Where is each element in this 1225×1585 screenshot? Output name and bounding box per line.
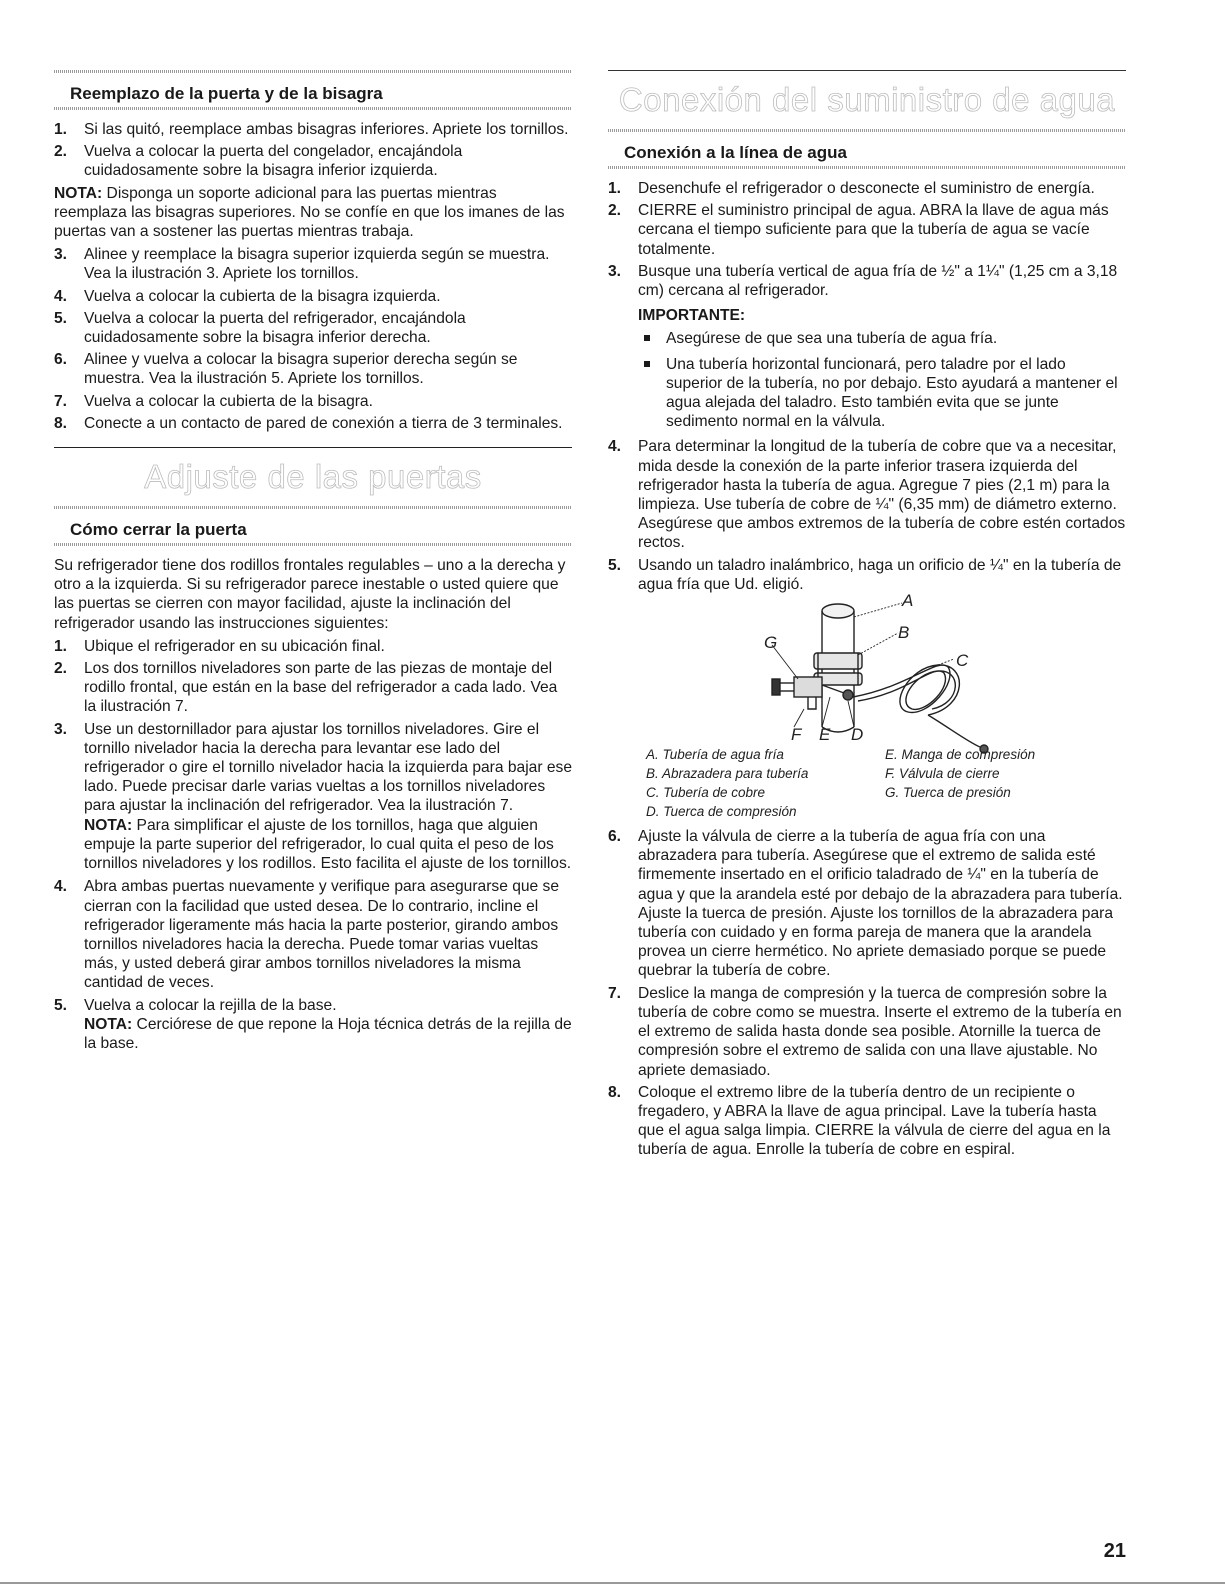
steps-list-water-c [608,827,1126,1159]
step-text: Coloque el extremo libre de la tubería dentro de un recipiente o fregadero, y ABRA la llave de agua principal. Lave la tubería hasta que el agua salga limpia. CIERRE la válvula de cierre del agua en la tubería de agua. Enrolle la tubería de cobre en espiral. [638,1083,1111,1159]
caption-e: E. Manga de compresión [885,747,1036,763]
list-item [54,120,572,139]
step-text: Abra ambas puertas nuevamente y verifique para asegurarse que se cierran con la facilidad que usted desea. De lo contrario, incline el refrigerador ligeramente más hacia la parte posterior, girando ambos tornillos niveladores hacia la derecha. Puede tomar varias vueltas más, y usted deberá girar ambos tornillos niveladores la misma cantidad de veces. [84,878,560,992]
step-text: Vuelva a colocar la cubierta de la bisagra izquierda. [84,287,441,305]
caption-g: G. Tuerca de presión [885,785,1011,801]
list-item [638,329,1126,348]
label-g: G [764,633,778,653]
section-title-door-adjust: Adjuste de las puertas [144,458,482,496]
bullet-text: Asegúrese de que sea una tubería de agua fría. [666,330,998,348]
list-item [54,245,572,283]
list-item [608,262,1126,432]
bullet-icon [644,361,650,367]
step-text: Use un destornillador para ajustar los tornillos niveladores. Gire el tornillo nivelador hacia la derecha para levantar ese lado del refrigerador o gire el tornillo nivelador hacia la izquierda para bajar ese lado. Puede precisar darle varias vueltas a los tornillos niveladores para ajustar la inclinación del refrigerador. Vea la ilustración 7. [84,720,573,815]
left-column [54,70,572,1057]
list-item [54,720,572,874]
note-paragraph [84,816,572,874]
list-item [608,984,1126,1080]
important-label: IMPORTANTE: [638,307,746,325]
list-item [54,392,572,411]
caption-a: A. Tubería de agua fría [646,747,784,763]
list-item [54,309,572,347]
label-c: C [956,651,969,671]
list-item [608,556,1126,594]
steps-list-door-b [54,245,572,433]
note-label: NOTA: [54,184,103,202]
bullet-icon [644,335,650,341]
bullet-text: Una tubería horizontal funcionará, pero taladre por el lado superior de la tubería, no por debajo. Esto ayudará a mantener el agua alejada del taladro. Esto también evita que se junte sedimento normal en la válvula. [666,355,1118,431]
step-number: 6. [54,351,68,369]
steps-list-close-door [54,637,572,1053]
list-item [608,827,1126,981]
step-number: 5. [54,996,68,1014]
step-text: Usando un taladro inalámbrico, haga un orificio de ¼" en la tubería de agua fría que Ud. eligió. [638,556,1122,593]
step-number: 1. [608,180,622,197]
step-text: Busque una tubería vertical de agua fría de ½" a 1¼" (1,25 cm a 3,18 cm) cercana al refrigerador. [638,262,1118,300]
list-item [54,287,572,306]
caption-d: D. Tuerca de compresión [646,804,797,820]
label-d: D [851,725,864,745]
step-number: 3. [54,246,68,264]
step-number: 2. [54,143,68,161]
note-paragraph [54,184,572,242]
note-paragraph [84,1015,572,1053]
step-number: 3. [608,262,622,280]
steps-list-water-a [608,179,1126,594]
caption-b: B. Abrazadera para tubería [646,766,809,782]
step-number: 4. [608,438,622,456]
important-bullets [638,329,1126,431]
heading-underline [54,107,572,110]
step-text: Vuelva a colocar la cubierta de la bisagra. [84,392,373,410]
step-text: Alinee y reemplace la bisagra superior izquierda según se muestra. Vea la ilustración 3. Apriete los tornillos. [84,246,550,283]
note-label: NOTA: [84,1015,133,1033]
section-heading-water-line: Conexión a la línea de agua [624,143,847,162]
step-text: Desenchufe el refrigerador o desconecte el suministro de energía. [638,180,1095,197]
list-item [608,179,1126,198]
note-text: Para simplificar el ajuste de los tornillos, haga que alguien empuje la parte superior del refrigerador, lo cual quita el peso de los tornillos niveladores y los rodillos. Esto facilita el ajuste de los tornillos. [84,816,572,873]
label-f: F [791,725,802,745]
list-item [608,1083,1126,1160]
section-heading-door-replace: Reemplazo de la puerta y de la bisagra [70,84,383,103]
step-text: Vuelva a colocar la puerta del refrigerador, encajándola cuidadosamente sobre la bisagra inferior derecha. [84,309,466,347]
step-number: 3. [54,720,68,738]
heading-underline [608,166,1126,169]
label-e: E [819,725,831,745]
bottom-rule [0,1582,1225,1584]
list-item [54,637,572,656]
list-item [54,350,572,388]
heading-underline [54,543,572,546]
list-item [608,437,1126,552]
step-number: 2. [608,202,622,220]
list-item [54,414,572,433]
step-text: Los dos tornillos niveladores son parte de las piezas de montaje del rodillo frontal, que están en la base del refrigerador a cada lado. Vea la ilustración 7. [84,660,558,716]
shutoff-valve-figure [608,591,1126,855]
step-text: Para determinar la longitud de la tubería de cobre que va a necesitar, mida desde la conexión de la parte inferior trasera izquierda del refrigerador hasta la tubería de agua. Agregue 7 pies (2,1 m) para la limpieza. Use tubería de cobre de ¼" (6,35 mm) de diámetro externo. Asegúrese que ambos extremos de la tubería de cobre estén cortados rectos. [638,438,1126,552]
list-item [54,659,572,717]
list-item [54,877,572,992]
step-number: 1. [54,121,68,138]
step-text: Vuelva a colocar la puerta del congelador, encajándola cuidadosamente sobre la bisagra inferior izquierda. [84,143,463,180]
step-number: 4. [54,287,68,305]
step-number: 2. [54,660,68,678]
step-text: Alinee y vuelva a colocar la bisagra superior derecha según se muestra. Vea la ilustración 5. Apriete los tornillos. [84,351,518,388]
note-label: NOTA: [84,816,133,834]
label-a: A [902,591,914,611]
label-b: B [898,623,910,643]
step-text: CIERRE el suministro principal de agua. ABRA la llave de agua más cercana el tiempo suficiente para que la tubería de agua se vacíe totalmente. [638,202,1109,258]
intro-paragraph: Su refrigerador tiene dos rodillos frontales regulables – uno a la derecha y otro a la izquierda. Si su refrigerador parece inestable o usted quiere que las puertas se cierren con mayor facilidad, ajuste la inclinación del refrigerador usando las instrucciones siguientes: [54,557,566,632]
step-text: Ubique el refrigerador en su ubicación final. [84,637,385,655]
list-item [54,996,572,1054]
step-text: Vuelva a colocar la rejilla de la base. [84,996,337,1014]
right-column [608,70,1126,1163]
step-text: Deslice la manga de compresión y la tuerca de compresión sobre la tubería de cobre como se muestra. Inserte el extremo de la tubería en el extremo de salida hasta donde sea posible. Atornille la tuerca de compresión sobre el extremo de salida con una llave ajustable. No apriete demasiado. [638,984,1122,1079]
step-number: 7. [54,392,68,410]
section-heading-close-door: Cómo cerrar la puerta [70,520,247,540]
step-number: 7. [608,984,622,1002]
step-number: 5. [54,309,68,327]
step-number: 8. [54,414,68,432]
language-side-tab [1135,816,1187,1058]
step-number: 5. [608,556,622,574]
list-item [608,201,1126,259]
step-number: 4. [54,878,68,896]
step-number: 1. [54,637,68,655]
step-number: 6. [608,828,622,846]
step-text: Ajuste la válvula de cierre a la tubería de agua fría con una abrazadera para tubería. Asegúrese que el extremo de salida esté firmemente insertado en el orificio taladrado de ¼" en la tubería de agua y que la arandela esté por debajo de la abrazadera para tubería. Ajuste la tuerca de presión. Ajuste los tornillos de la abrazadera para tubería con cuidado y en forma pareja de manera que la arandela provea un cierre hermético. No apriete demasiado porque se puede quebrar la tubería de cobre. [638,828,1123,980]
caption-c: C. Tubería de cobre [646,785,766,801]
page-number: 21 [1103,1540,1126,1562]
step-text: Conecte a un contacto de pared de conexión a tierra de 3 terminales. [84,414,563,432]
step-number: 8. [608,1083,622,1101]
steps-list-door-a [54,120,572,181]
caption-f: F. Válvula de cierre [885,766,1000,782]
note-text: Disponga un soporte adicional para las puertas mientras reemplaza las bisagras superiores. No se confíe en que los imanes de las puertas van a sostener las puertas mientras trabaja. [54,184,565,241]
list-item [54,142,572,180]
step-text: Si las quitó, reemplace ambas bisagras inferiores. Apriete los tornillos. [84,121,569,138]
note-text: Cerciórese de que repone la Hoja técnica detrás de la rejilla de la base. [84,1015,572,1052]
list-item [638,355,1126,432]
section-title-water-supply: Conexión del suministro de agua [618,81,1116,118]
